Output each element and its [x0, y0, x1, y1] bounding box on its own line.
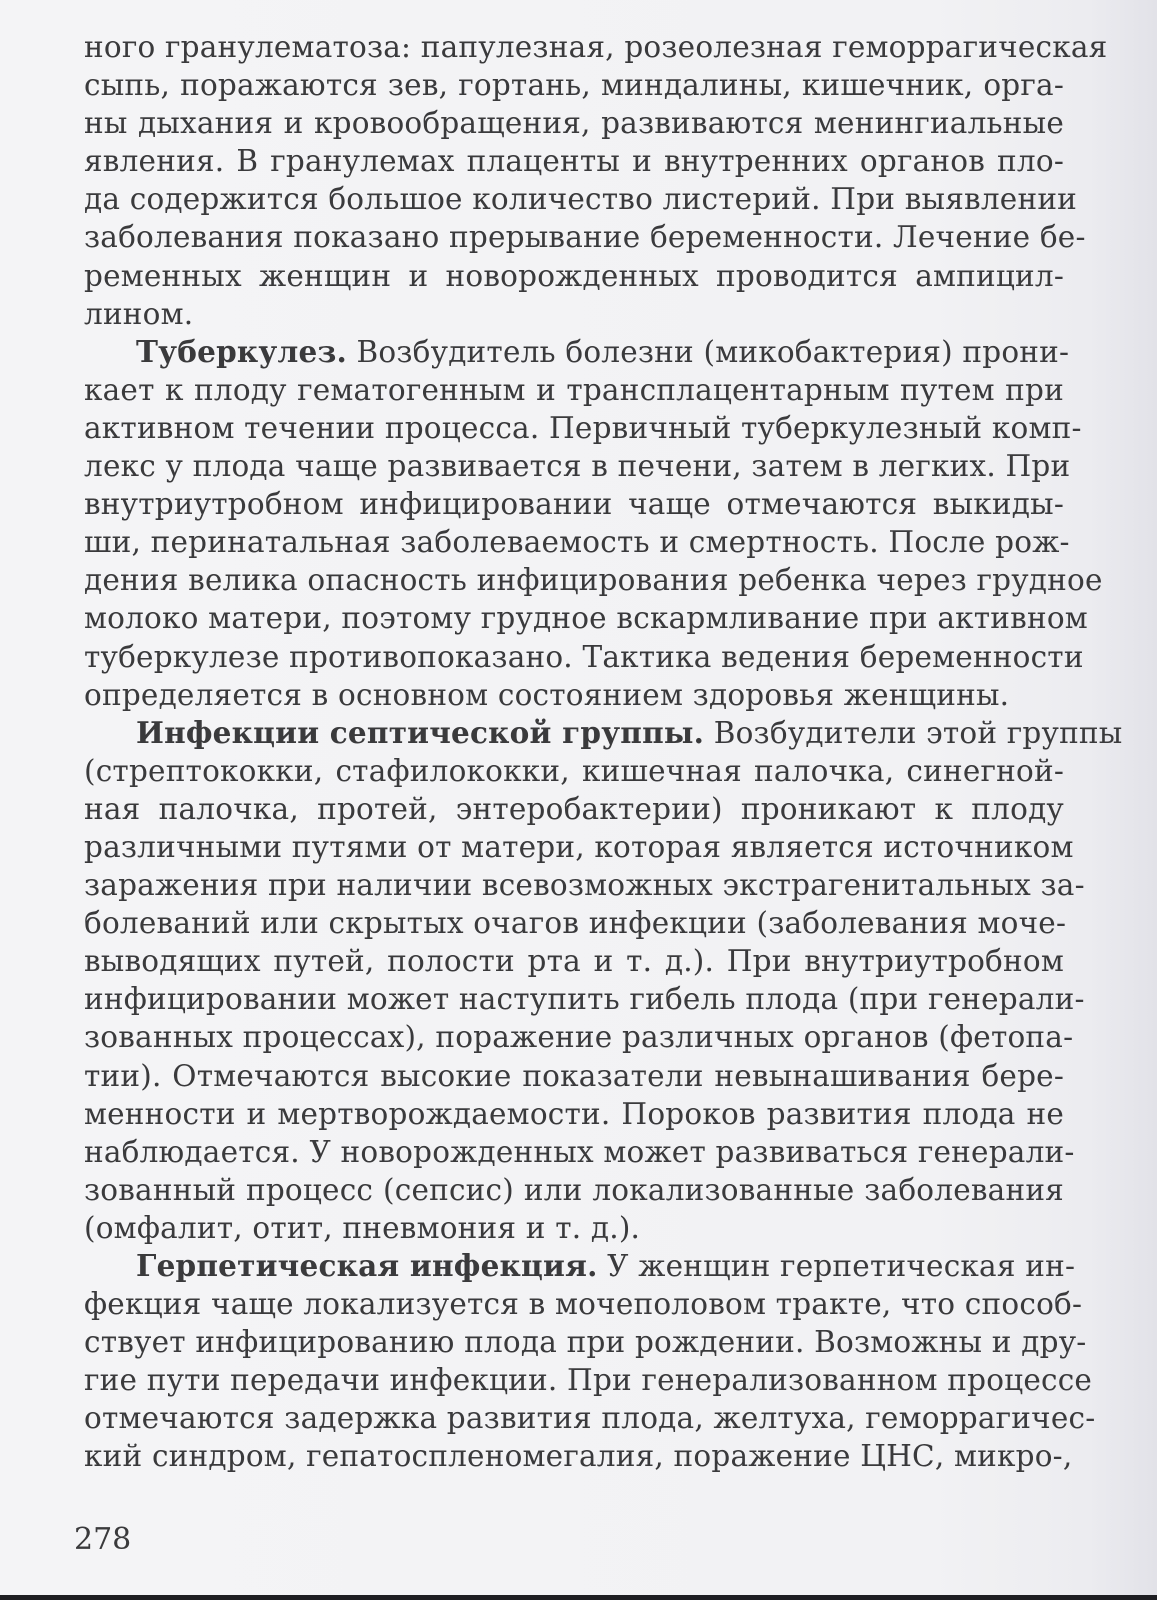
text-line: кает к плоду гематогенным и трансплацентарным путем при [84, 372, 1064, 407]
text-line: зованный процесс (сепсис) или локализованные заболевания [84, 1172, 1064, 1207]
text-line: отмечаются задержка развития плода, желтуха, геморрагичес- [84, 1401, 1096, 1436]
text-line: ши, перинатальная заболеваемость и смертность. После рож- [84, 525, 1070, 560]
heading-herpes: Герпетическая инфекция. [136, 1248, 598, 1283]
paragraph-tuberculosis-first-line [84, 333, 1070, 371]
scan-bottom-edge [0, 1595, 1157, 1600]
text-line: ного гранулематоза: папулезная, розеолезная геморрагическая [84, 30, 1108, 64]
text-line: болеваний или скрытых очагов инфекции (заболевания моче- [84, 906, 1067, 941]
text-line: менности и мертворождаемости. Пороков развития плода не [84, 1096, 1064, 1131]
text-line: наблюдается. У новорожденных может развиваться генерали- [84, 1134, 1075, 1169]
text-line: различными путями от матери, которая является источником [84, 829, 1074, 864]
text-line: туберкулезе противопоказано. Тактика ведения беременности [84, 639, 1084, 674]
text-line: лекс у плода чаще развивается в печени, затем в легких. При [84, 449, 1071, 484]
paragraph-septic-first-line [84, 714, 1123, 752]
text-line: ствует инфицированию плода при рождении. Возможны и дру- [84, 1325, 1087, 1360]
text-line: гие пути передачи инфекции. При генерализованном процессе [84, 1363, 1093, 1398]
text-line: инфицировании может наступить гибель плода (при генерали- [84, 982, 1085, 1017]
text-line: внутриутробном инфицировании чаще отмечаются выкиды- [84, 487, 1064, 522]
body-text [84, 28, 1123, 1476]
heading-septic: Инфекции септической группы. [136, 714, 705, 750]
text-line: кий синдром, гепатоспленомегалия, поражение ЦНС, микро-, [84, 1439, 1073, 1474]
text-line: явления. В гранулемах плаценты и внутренних органов пло- [84, 144, 1064, 179]
text-line: лином. [84, 296, 194, 331]
text-line: зованных процессах), поражение различных органов (фетопа- [84, 1020, 1074, 1055]
text-line: заболевания показано прерывание беременности. Лечение бе- [84, 220, 1086, 255]
text-line: ная палочка, протей, энтеробактерии) проникают к плоду [84, 791, 1064, 826]
text-line: заражения при наличии всевозможных экстрагенитальных за- [84, 868, 1085, 903]
heading-tuberculosis: Туберкулез. [136, 333, 347, 369]
text-line: сыпь, поражаются зев, гортань, миндалины, кишечник, орга- [84, 68, 1064, 103]
text-line: да содержится большое количество листерий. При выявлении [84, 182, 1078, 217]
text-line: тии). Отмечаются высокие показатели невынашивания бере- [84, 1058, 1064, 1093]
text-line: молоко матери, поэтому грудное вскармливание при активном [84, 601, 1088, 636]
text-line: Возбудитель болезни (микобактерия) прони- [356, 334, 1070, 369]
text-line: дения велика опасность инфицирования ребенка через грудное [84, 563, 1103, 598]
text-line: фекция чаще локализуется в мочеполовом тракте, что способ- [84, 1287, 1083, 1322]
text-line: ременных женщин и новорожденных проводится ампицил- [84, 258, 1064, 293]
text-line: Возбудители этой группы [713, 715, 1123, 750]
text-line: У женщин герпетическая ин- [607, 1249, 1076, 1283]
text-line: активном течении процесса. Первичный туберкулезный комп- [84, 410, 1082, 445]
text-line: (стрептококки, стафилококки, кишечная палочка, синегной- [84, 753, 1064, 788]
text-line: ны дыхания и кровообращения, развиваются менингиальные [84, 106, 1064, 141]
text-line: определяется в основном состоянием здоровья женщины. [84, 677, 1010, 712]
paragraph-herpes-first-line [84, 1247, 1076, 1285]
page-number: 278 [74, 1522, 132, 1557]
text-line: (омфалит, отит, пневмония и т. д.). [84, 1210, 641, 1245]
text-line: выводящих путей, полости рта и т. д.). При внутриутробном [84, 944, 1064, 979]
